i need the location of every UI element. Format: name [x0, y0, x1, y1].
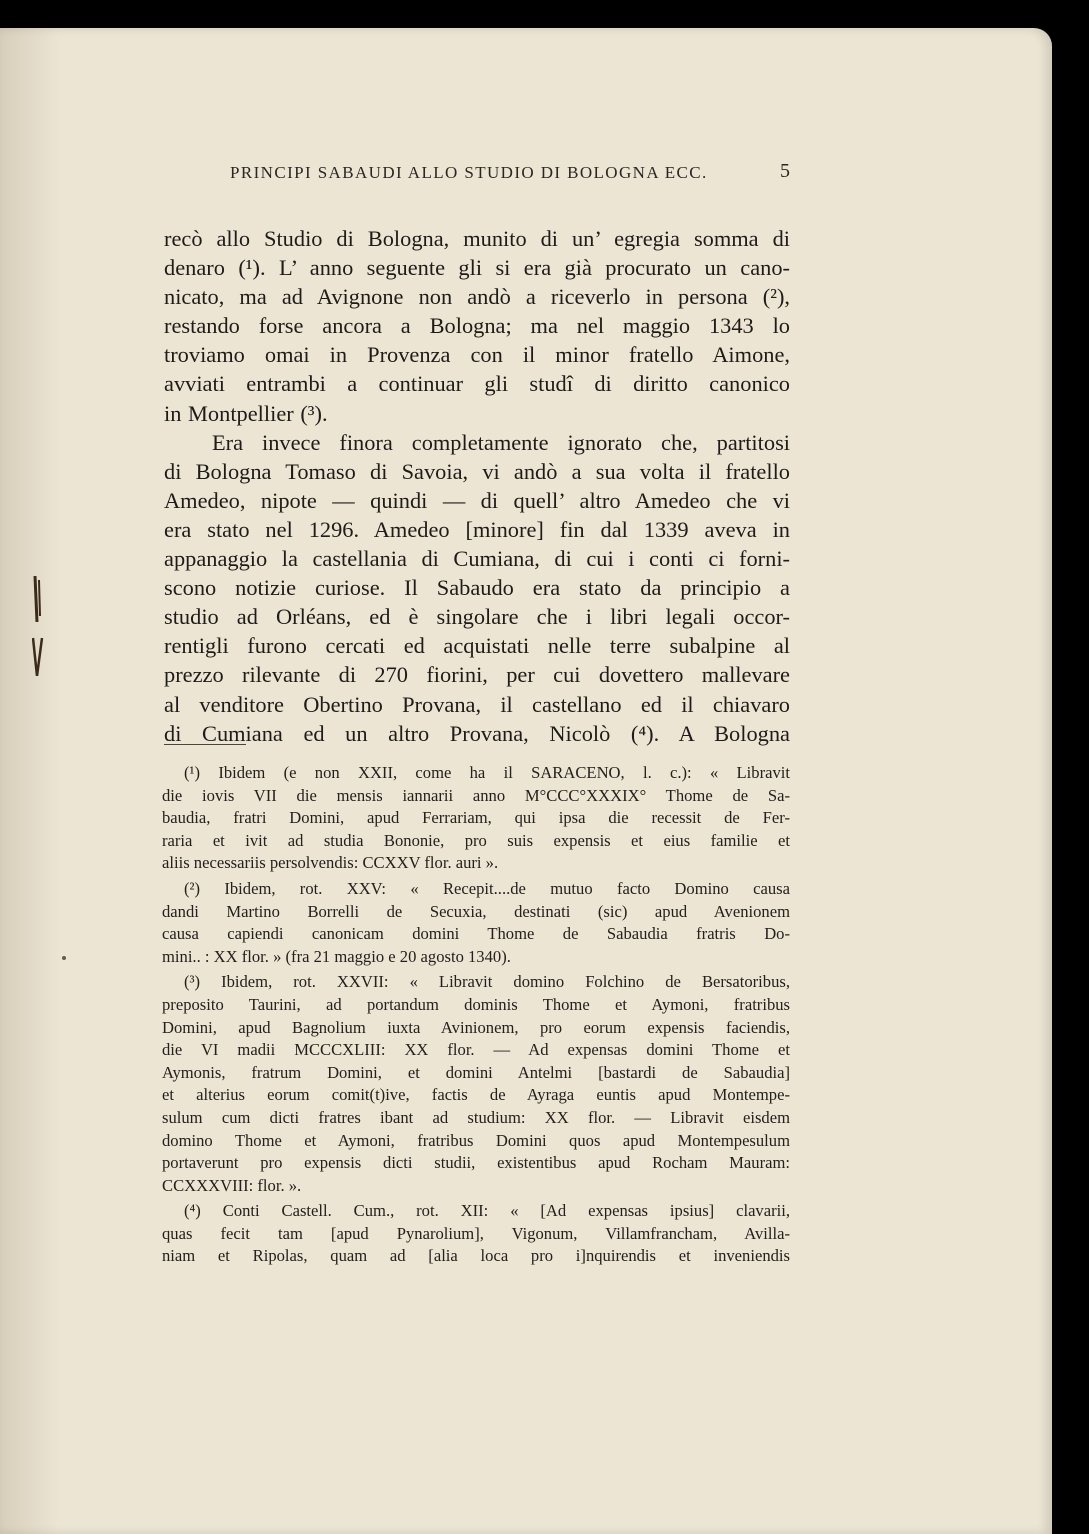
footnote-line: portaverunt pro expensis dicti studii, existentibus apud Rocham Mauram:	[162, 1153, 790, 1173]
footnote-4	[162, 1200, 790, 1268]
footnote-line: baudia, fratri Domini, apud Ferrariam, qui ipsa die recessit de Fer-	[162, 808, 790, 828]
footnote-line: die iovis VII die mensis iannarii anno M°CCC°XXXIX° Thome de Sa-	[162, 785, 790, 805]
body-line: era stato nel 1296. Amedeo [minore] fin dal 1339 aveva in	[164, 516, 790, 542]
page-number: 5	[780, 160, 790, 182]
footnote-line: sulum cum dicti fratres ibant ad studium: XX flor. — Libravit eisdem	[162, 1107, 790, 1127]
margin-mark-icon	[32, 636, 44, 676]
body-line: Era invece finora completamente ignorato che, partitosi	[212, 429, 790, 455]
footnote-rule	[164, 744, 246, 745]
footnote-2	[162, 878, 790, 968]
footnote-line: et alterius eorum comit(t)ive, factis de Ayraga euntis apud Montempe-	[162, 1085, 790, 1105]
footnote-line: domino Thome et Aymoni, fratribus Domini quos apud Montempesulum	[162, 1130, 790, 1150]
footnote-line: aliis necessariis persolvendis: CCXXV flor. auri ».	[162, 853, 499, 873]
running-head	[230, 160, 790, 191]
running-title: PRINCIPI SABAUDI ALLO STUDIO DI BOLOGNA ECC.	[230, 163, 708, 182]
footnote-3	[162, 971, 790, 1197]
footnote-line: (¹) Ibidem (e non XXII, come ha il SARACENO, l. c.): « Libravit	[184, 763, 790, 782]
footnote-line: (²) Ibidem, rot. XXV: « Recepit....de mutuo facto Domino causa	[184, 878, 790, 898]
body-line: al venditore Obertino Provana, il castellano ed il chiavaro	[164, 691, 790, 717]
body-line: nicato, ma ad Avignone non andò a riceverlo in persona (²),	[164, 284, 790, 310]
margin-mark-icon	[32, 576, 42, 622]
footnote-line: causa capiendi canonicam domini Thome de Sabaudia fratris Do-	[162, 924, 790, 944]
footnote-line: dandi Martino Borrelli de Secuxia, destinati (sic) apud Avenionem	[162, 901, 790, 921]
footnote-line: preposito Taurini, ad portandum dominis Thome et Aymoni, fratribus	[162, 994, 790, 1014]
body-line: troviamo omai in Provenza con il minor fratello Aimone,	[164, 342, 790, 368]
book-page	[0, 28, 1052, 1534]
body-line: denaro (¹). L’ anno seguente gli si era già procurato un cano-	[164, 255, 790, 281]
footnote-line: die VI madii MCCCXLIII: XX flor. — Ad expensas domini Thome et	[162, 1040, 790, 1060]
footnote-line: (³) Ibidem, rot. XXVII: « Libravit domino Folchino de Bersatoribus,	[184, 972, 790, 992]
margin-dot-icon	[62, 956, 66, 960]
body-text	[164, 224, 790, 748]
body-line: di Bologna Tomaso di Savoia, vi andò a sua volta il fratello	[164, 458, 790, 484]
footnote-line: Aymonis, fratrum Domini, et domini Antelmi [bastardi de Sabaudia]	[162, 1062, 790, 1082]
body-line: avviati entrambi a continuar gli studî di diritto canonico	[164, 371, 790, 397]
footnote-line: CCXXXVIII: flor. ».	[162, 1175, 302, 1195]
footnote-line: mini.. : XX flor. » (fra 21 maggio e 20 agosto 1340).	[162, 946, 511, 966]
footnote-1	[162, 762, 790, 875]
body-line: studio ad Orléans, ed è singolare che i libri legali occor-	[164, 604, 790, 630]
body-line: scono notizie curiose. Il Sabaudo era stato da principio a	[164, 575, 790, 601]
gutter-shadow	[0, 28, 60, 1534]
body-line: appanaggio la castellania di Cumiana, di cui i conti ci forni-	[164, 546, 790, 572]
body-line: recò allo Studio di Bologna, munito di un’ egregia somma di	[164, 226, 790, 251]
footnotes	[162, 762, 790, 1271]
body-line: rentigli furono cercati ed acquistati nelle terre subalpine al	[164, 633, 790, 659]
body-line: Amedeo, nipote — quindi — di quell’ altro Amedeo che vi	[164, 487, 790, 513]
body-line: di Cumiana ed un altro Provana, Nicolò (⁴). A Bologna	[164, 720, 790, 746]
body-line: prezzo rilevante di 270 fiorini, per cui dovettero mallevare	[164, 662, 790, 688]
body-line: in Montpellier (³).	[164, 400, 328, 426]
footnote-line: niam et Ripolas, quam ad [alia loca pro i]nquirendis et inveniendis	[162, 1246, 790, 1266]
footnote-line: Domini, apud Bagnolium iuxta Avinionem, pro eorum expensis faciendis,	[162, 1017, 790, 1037]
footnote-line: raria et ivit ad studia Bononie, pro suis expensis et eius familie et	[162, 830, 790, 850]
footnote-line: quas fecit tam [apud Pynarolium], Vigonum, Villamfrancham, Avilla-	[162, 1223, 790, 1243]
footnote-line: (⁴) Conti Castell. Cum., rot. XII: « [Ad expensas ipsius] clavarii,	[184, 1201, 790, 1221]
body-line: restando forse ancora a Bologna; ma nel maggio 1343 lo	[164, 313, 790, 339]
